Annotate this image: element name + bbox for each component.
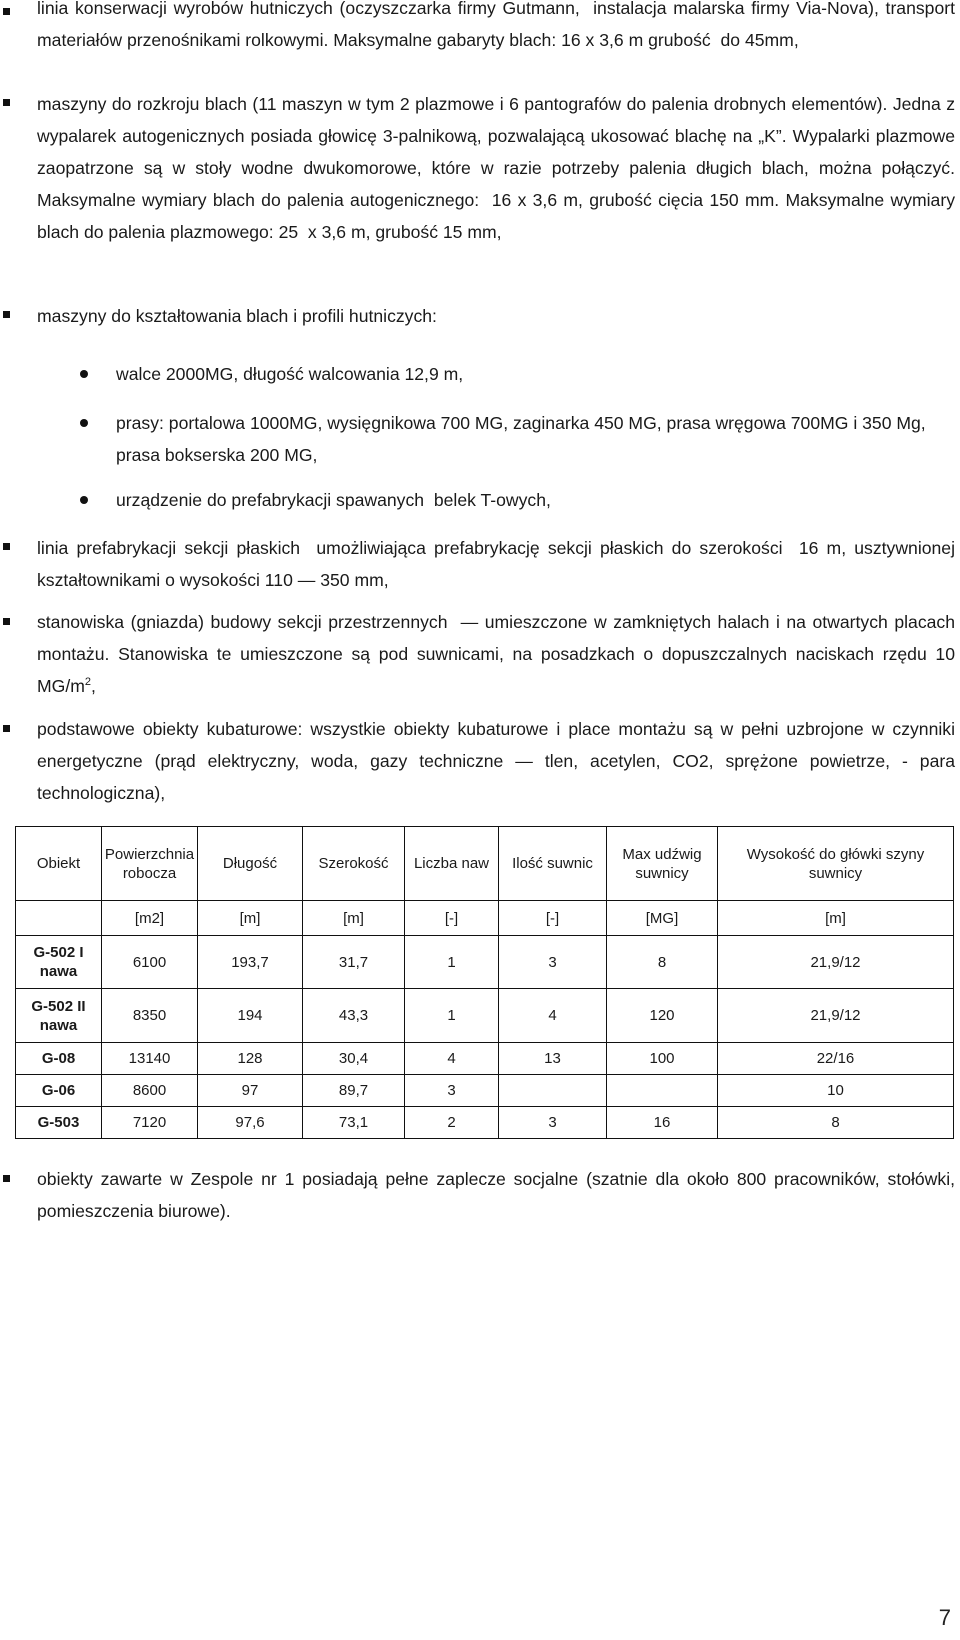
square-bullet-icon — [3, 725, 10, 732]
table-cell: 21,9/12 — [718, 936, 954, 989]
sub-list-item-text: walce 2000MG, długość walcowania 12,9 m, — [116, 364, 464, 384]
table-cell: 13 — [499, 1043, 607, 1075]
table-cell: 120 — [607, 989, 718, 1043]
list-item-text-main: stanowiska (gniazda) budowy sekcji przestrzennych — umieszczone w zamkniętych halach i na otwartych placach montażu. Stanowiska te umieszczone są pod suwnicami, na posadzkach o dopuszczalnych naciskach rzędu 10 MG/m — [37, 612, 960, 696]
table-cell: 4 — [405, 1043, 499, 1075]
table-unit-cell: [m] — [198, 901, 303, 936]
list-item-text: maszyny do kształtowania blach i profili hutniczych: — [37, 306, 437, 326]
square-bullet-icon — [3, 311, 10, 318]
table-cell: 3 — [405, 1075, 499, 1107]
table-header-cell: Powierzchnia robocza — [102, 827, 198, 901]
table-row — [16, 1107, 954, 1139]
sub-list-item-text: prasy: portalowa 1000MG, wysięgnikowa 700 MG, zaginarka 450 MG, prasa wręgowa 700MG i 350 Mg, prasa bokserska 200 MG, — [116, 413, 931, 465]
table-header-cell: Max udźwig suwnicy — [607, 827, 718, 901]
table-header-cell: Obiekt — [16, 827, 102, 901]
table-cell: 8350 — [102, 989, 198, 1043]
square-bullet-icon — [3, 1175, 10, 1182]
square-bullet-icon — [3, 618, 10, 625]
round-bullet-icon — [80, 496, 88, 504]
table-header-cell: Ilość suwnic — [499, 827, 607, 901]
table-cell: 100 — [607, 1043, 718, 1075]
table-row — [16, 989, 954, 1043]
table-cell-object: G-502 II nawa — [16, 989, 102, 1043]
table-cell: 22/16 — [718, 1043, 954, 1075]
table-cell: 73,1 — [303, 1107, 405, 1139]
table-cell: 97 — [198, 1075, 303, 1107]
sub-list-item-text: urządzenie do prefabrykacji spawanych belek T-owych, — [116, 490, 551, 510]
table-header-cell: Szerokość — [303, 827, 405, 901]
table-row — [16, 1075, 954, 1107]
table-cell: 89,7 — [303, 1075, 405, 1107]
table-unit-cell — [16, 901, 102, 936]
list-item-text: obiekty zawarte w Zespole nr 1 posiadają pełne zaplecze socjalne (szatnie dla około 800 pracowników, stołówki, pomieszczenia biurowe). — [37, 1169, 960, 1221]
table-cell: 1 — [405, 989, 499, 1043]
table-cell: 8600 — [102, 1075, 198, 1107]
square-bullet-icon — [3, 8, 10, 15]
table-cell: 3 — [499, 936, 607, 989]
table-cell — [607, 1075, 718, 1107]
page-number: 7 — [938, 1605, 951, 1630]
table-cell: 16 — [607, 1107, 718, 1139]
table-cell — [499, 1075, 607, 1107]
round-bullet-icon — [80, 370, 88, 378]
table-cell: 193,7 — [198, 936, 303, 989]
table-unit-cell: [m2] — [102, 901, 198, 936]
table-cell: 31,7 — [303, 936, 405, 989]
table-cell-object: G-08 — [16, 1043, 102, 1075]
table-header-cell: Liczba naw — [405, 827, 499, 901]
square-bullet-icon — [3, 543, 10, 550]
list-item-text: linia prefabrykacji sekcji płaskich umożliwiająca prefabrykację sekcji płaskich do szerokości 16 m, usztywnionej kształtownikami o wysokości 110 — 350 mm, — [37, 538, 960, 590]
table-cell: 128 — [198, 1043, 303, 1075]
table-header-cell: Wysokość do główki szyny suwnicy — [718, 827, 954, 901]
table-cell: 3 — [499, 1107, 607, 1139]
table-unit-cell: [-] — [499, 901, 607, 936]
table-cell: 43,3 — [303, 989, 405, 1043]
superscript: 2 — [84, 676, 92, 689]
table-cell: 1 — [405, 936, 499, 989]
list-item-text: podstawowe obiekty kubaturowe: wszystkie obiekty kubaturowe i place montażu są w pełni uzbrojone w czynniki energetyczne (prąd elektryczny, woda, gazy techniczne — tlen, acetylen, CO2, sprężone powietrze, - para technologiczna), — [37, 719, 960, 803]
table-cell-object: G-502 I nawa — [16, 936, 102, 989]
table-header-row — [16, 827, 954, 901]
table-row — [16, 936, 954, 989]
table-cell: 30,4 — [303, 1043, 405, 1075]
table-cell: 8 — [718, 1107, 954, 1139]
table-row — [16, 1043, 954, 1075]
table-cell: 10 — [718, 1075, 954, 1107]
list-item-text: maszyny do rozkroju blach (11 maszyn w tym 2 plazmowe i 6 pantografów do palenia drobnych elementów). Jedna z wypalarek autogenicznych posiada głowicę 3-palnikową, pozwalającą ukosować blachę na „K”. Wypalarki plazmowe zaopatrzone są w stoły wodne dwukomorowe, które w razie potrzeby palenia długich blach, można połączyć. Maksymalne wymiary blach do palenia autogenicznego: 16 x 3,6 m, grubość cięcia 150 mm. Maksymalne wymiary blach do palenia plazmowego: 25 x 3,6 m, grubość 15 mm, — [37, 94, 960, 242]
table-cell: 8 — [607, 936, 718, 989]
table-unit-cell: [m] — [718, 901, 954, 936]
round-bullet-icon — [80, 419, 88, 427]
table-unit-cell: [MG] — [607, 901, 718, 936]
list-item-text-tail: , — [91, 676, 96, 696]
table-header-cell: Długość — [198, 827, 303, 901]
facility-table — [15, 826, 954, 1139]
table-cell: 194 — [198, 989, 303, 1043]
table-cell: 2 — [405, 1107, 499, 1139]
table-units-row — [16, 901, 954, 936]
table-unit-cell: [m] — [303, 901, 405, 936]
table-cell: 13140 — [102, 1043, 198, 1075]
table-cell: 97,6 — [198, 1107, 303, 1139]
table-cell: 7120 — [102, 1107, 198, 1139]
table-cell: 4 — [499, 989, 607, 1043]
table-unit-cell: [-] — [405, 901, 499, 936]
list-item-text: linia konserwacji wyrobów hutniczych (oczyszczarka firmy Gutmann, instalacja malarska firmy Via-Nova), transport materiałów przenośnikami rolkowymi. Maksymalne gabaryty blach: 16 x 3,6 m grubość do 45mm, — [37, 0, 960, 50]
table-cell-object: G-06 — [16, 1075, 102, 1107]
table-cell-object: G-503 — [16, 1107, 102, 1139]
list-item-text — [37, 606, 960, 702]
square-bullet-icon — [3, 99, 10, 106]
table-cell: 21,9/12 — [718, 989, 954, 1043]
table-cell: 6100 — [102, 936, 198, 989]
